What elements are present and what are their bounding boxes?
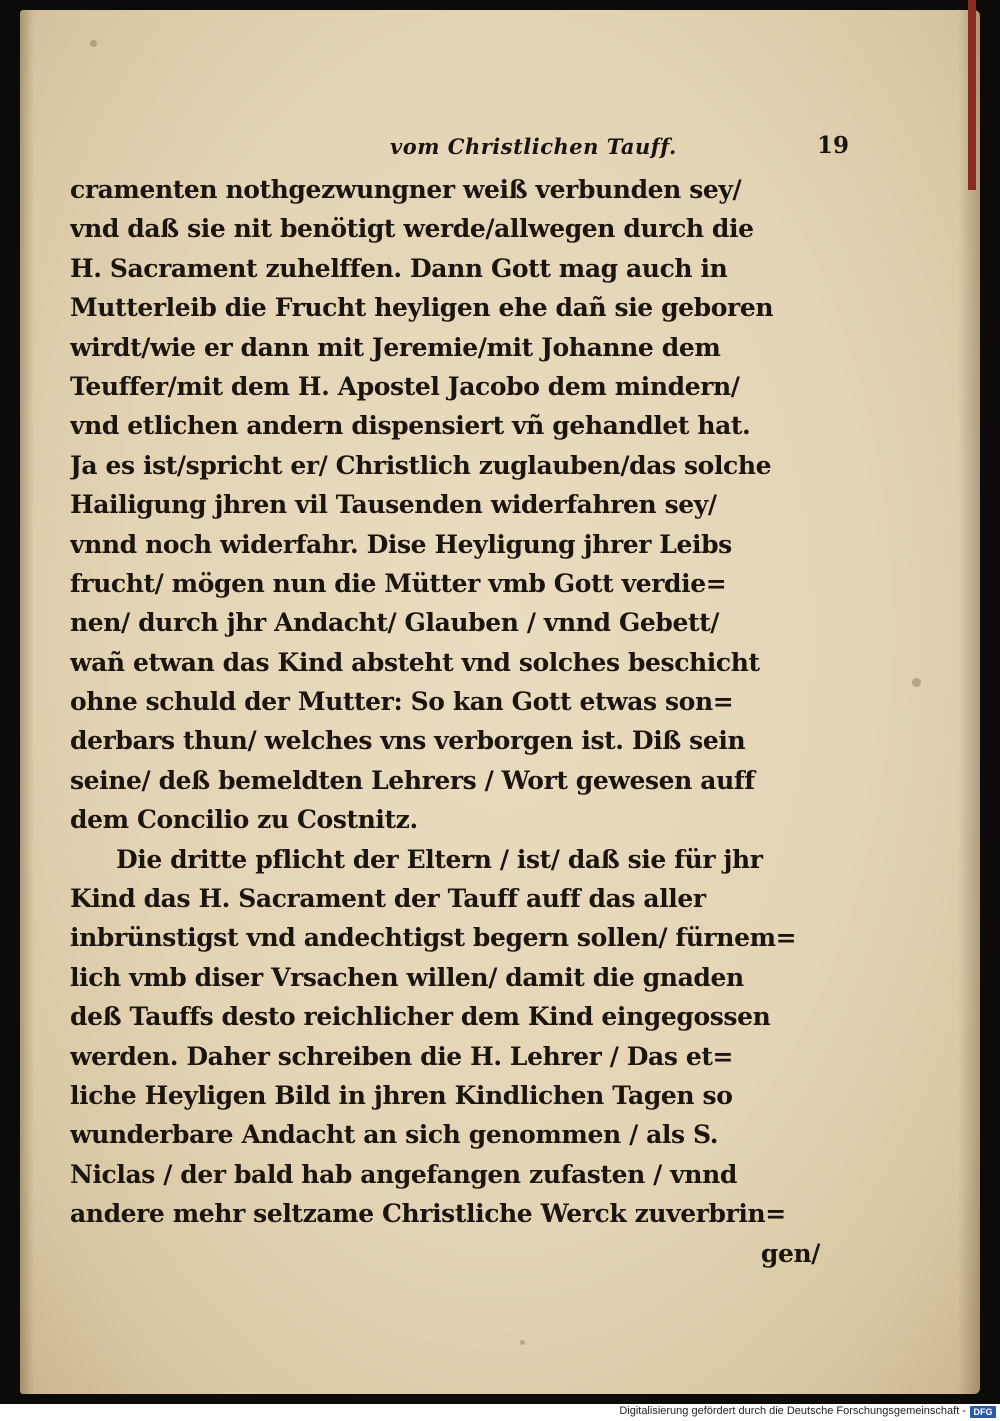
paper-spot [912, 678, 921, 687]
text-line: vnd daß sie nit benötigt werde/allwegen durch die [70, 214, 754, 244]
text-line: liche Heyligen Bild in jhren Kindlichen Tagen so [70, 1080, 733, 1110]
book-page [20, 10, 980, 1394]
dfg-logo: DFG [970, 1406, 996, 1418]
text-line: wirdt/wie er dann mit Jeremie/mit Johanne dem [70, 332, 721, 362]
text-line: vnd etlichen andern dispensiert vñ gehandlet hat. [70, 411, 751, 441]
text-line: derbars thun/ welches vns verborgen ist. Diß sein [70, 726, 746, 756]
bookmark-ribbon [968, 0, 976, 190]
text-line: seine/ deß bemeldten Lehrers / Wort gewesen auff [70, 765, 755, 795]
text-line: andere mehr seltzame Christliche Werck zuverbrin= [70, 1199, 786, 1229]
text-line: wañ etwan das Kind absteht vnd solches beschicht [70, 647, 760, 677]
text-line: ohne schuld der Mutter: So kan Gott etwas son= [70, 687, 734, 717]
running-head-title: vom Christlichen Tauff. [390, 134, 677, 159]
text-line: Kind das H. Sacrament der Tauff auff das aller [70, 884, 706, 914]
text-line: nen/ durch jhr Andacht/ Glauben / vnnd Gebett/ [70, 608, 720, 638]
text-line: lich vmb diser Vrsachen willen/ damit die gnaden [70, 962, 744, 992]
text-line: werden. Daher schreiben die H. Lehrer / Das et= [70, 1041, 734, 1071]
text-line: Mutterleib die Frucht heyligen ehe dañ sie geboren [70, 293, 774, 323]
paper-spot [520, 1340, 525, 1345]
text-line: Teuffer/mit dem H. Apostel Jacobo dem mindern/ [70, 371, 740, 401]
text-line: Ja es ist/spricht er/ Christlich zuglauben/das solche [70, 450, 772, 480]
running-head [80, 128, 880, 168]
page-number: 19 [817, 132, 850, 159]
paper-spot [90, 40, 97, 47]
footer-bar [0, 1404, 1000, 1421]
text-line: vnnd noch widerfahr. Dise Heyligung jhrer Leibs [70, 529, 732, 559]
text-line: dem Concilio zu Costnitz. [70, 805, 418, 835]
body-text [70, 170, 840, 1273]
text-line: cramenten nothgezwungner weiß verbunden sey/ [70, 175, 742, 204]
paragraph-first-line: Die dritte pflicht der Eltern / ist/ daß sie für jhr [116, 844, 763, 874]
catchword-line: gen/ [760, 1238, 820, 1268]
text-line: Hailigung jhren vil Tausenden widerfahren sey/ [70, 490, 717, 520]
text-line: deß Tauffs desto reichlicher dem Kind eingegossen [70, 1002, 771, 1032]
text-line: wunderbare Andacht an sich genommen / als S. [70, 1120, 719, 1150]
text-line: inbrünstigst vnd andechtigst begern sollen/ fürnem= [70, 923, 797, 953]
text-line: H. Sacrament zuhelffen. Dann Gott mag auch in [70, 253, 728, 283]
page-shadow-left [20, 10, 34, 1394]
text-line: Niclas / der bald hab angefangen zufasten / vnnd [70, 1159, 737, 1189]
text-line: frucht/ mögen nun die Mütter vmb Gott verdie= [70, 568, 727, 598]
page-shadow-right [958, 10, 980, 1394]
funding-credit: Digitalisierung gefördert durch die Deutsche Forschungsgemeinschaft - [619, 1405, 966, 1417]
